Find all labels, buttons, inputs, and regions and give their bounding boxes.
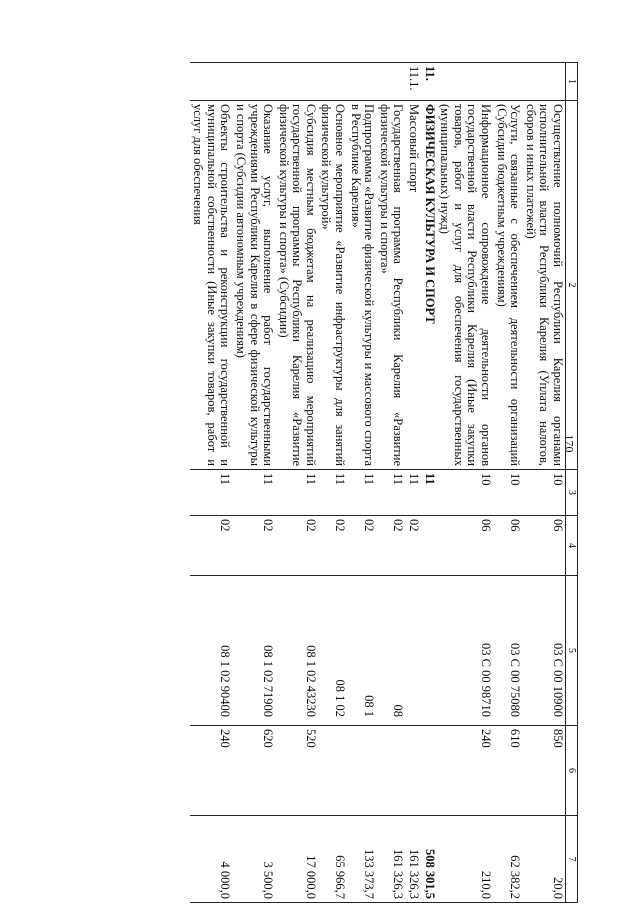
row-amount: 20,0 (522, 816, 565, 903)
row-expense-type (318, 726, 347, 816)
row-amount: 508 301,5 (421, 816, 437, 903)
row-subsection: 02 (376, 516, 405, 576)
table-row (493, 63, 522, 903)
row-number: 11.1. (405, 63, 421, 101)
row-section: 10 (522, 470, 565, 516)
row-target-article: 03 С 00 10900 (522, 576, 565, 726)
row-description: Основное мероприятие «Развитие инфраструктуры для занятий физической культурой» (318, 101, 347, 470)
row-description: Информационное сопровождение деятельности органов государственной власти Республики Карелия (Иные закупки товаров, работ и услуг для обеспечения государственных (муниципальных) нужд) (437, 101, 493, 470)
header-col-7: 7 (566, 816, 578, 903)
row-number (437, 63, 493, 101)
table-row (437, 63, 493, 903)
row-description: Объекты строительства и реконструкции государственной и муниципальной собственности (Иные закупки товаров, работ и услуг для обеспечения (190, 101, 233, 470)
row-expense-type (405, 726, 421, 816)
row-expense-type: 620 (232, 726, 275, 816)
row-target-article: 08 (376, 576, 405, 726)
row-target-article (421, 576, 437, 726)
row-subsection: 02 (405, 516, 421, 576)
row-subsection: 02 (232, 516, 275, 576)
row-number (522, 63, 565, 101)
row-section: 10 (493, 470, 522, 516)
row-expense-type (347, 726, 376, 816)
row-target-article: 03 С 00 98710 (437, 576, 493, 726)
row-number (493, 63, 522, 101)
row-expense-type: 850 (522, 726, 565, 816)
row-section: 11 (376, 470, 405, 516)
table-body (190, 63, 566, 903)
row-expense-type: 240 (190, 726, 233, 816)
row-number (190, 63, 233, 101)
page-number: 170 (562, 434, 577, 453)
row-amount: 17 000,0 (275, 816, 318, 903)
row-amount: 210,0 (437, 816, 493, 903)
table-header (566, 63, 578, 903)
row-section: 11 (275, 470, 318, 516)
row-number (232, 63, 275, 101)
row-expense-type (376, 726, 405, 816)
row-amount: 133 373,7 (347, 816, 376, 903)
row-amount: 4 000,0 (190, 816, 233, 903)
row-description: Подпрограмма «Развитие физической культуры и массового спорта в Республике Карелия» (347, 101, 376, 470)
header-col-3: 3 (566, 470, 578, 516)
table-row (318, 63, 347, 903)
header-col-4: 4 (566, 516, 578, 576)
table-row (190, 63, 233, 903)
row-target-article: 03 С 00 75080 (493, 576, 522, 726)
row-number: 11. (421, 63, 437, 101)
row-section: 11 (421, 470, 437, 516)
row-description: Оказание услуг, выполнение работ государственными учреждениями Республики Карелия в сфере физической культуры и спорта (Субсидии автономным учреждениям) (232, 101, 275, 470)
row-amount: 161 326,3 (405, 816, 421, 903)
header-col-6: 6 (566, 726, 578, 816)
row-description: Массовый спорт (405, 101, 421, 470)
row-number (376, 63, 405, 101)
row-subsection: 06 (437, 516, 493, 576)
row-description: Государственная программа Республики Карелия «Развитие физической культуры и спорта» (376, 101, 405, 470)
row-target-article: 08 1 02 43230 (275, 576, 318, 726)
budget-table-rotated (33, 62, 578, 902)
row-subsection: 02 (190, 516, 233, 576)
row-description: ФИЗИЧЕСКАЯ КУЛЬТУРА И СПОРТ (421, 101, 437, 470)
row-section: 11 (405, 470, 421, 516)
table-row (232, 63, 275, 903)
row-amount: 161 326,3 (376, 816, 405, 903)
row-subsection: 02 (275, 516, 318, 576)
row-subsection: 06 (522, 516, 565, 576)
table-row (421, 63, 437, 903)
row-amount: 65 966,7 (318, 816, 347, 903)
row-number (347, 63, 376, 101)
row-target-article: 08 1 02 71900 (232, 576, 275, 726)
row-section: 10 (437, 470, 493, 516)
row-section: 11 (190, 470, 233, 516)
table-row (376, 63, 405, 903)
budget-table (190, 62, 578, 903)
row-number (275, 63, 318, 101)
header-col-5: 5 (566, 576, 578, 726)
row-amount: 3 500,0 (232, 816, 275, 903)
row-target-article: 08 1 02 90400 (190, 576, 233, 726)
row-section: 11 (232, 470, 275, 516)
row-subsection: 06 (493, 516, 522, 576)
row-expense-type (421, 726, 437, 816)
row-target-article: 08 1 02 (318, 576, 347, 726)
table-row (405, 63, 421, 903)
row-section: 11 (347, 470, 376, 516)
header-col-1: 1 (566, 63, 578, 101)
table-row (522, 63, 565, 903)
row-target-article: 08 1 (347, 576, 376, 726)
row-subsection: 02 (347, 516, 376, 576)
row-target-article (405, 576, 421, 726)
row-description: Осуществление полномочий Республики Карелия органами исполнительной власти Республики Карелия (Уплата налогов, сборов и иных платежей) (522, 101, 565, 470)
row-expense-type: 240 (437, 726, 493, 816)
row-expense-type: 520 (275, 726, 318, 816)
row-subsection: 02 (318, 516, 347, 576)
row-subsection (421, 516, 437, 576)
row-description: Услуги, связанные с обеспечением деятельности организаций (Субсидии бюджетным учреждениям) (493, 101, 522, 470)
header-col-2: 2 (566, 101, 578, 470)
table-row (275, 63, 318, 903)
table-row (347, 63, 376, 903)
row-number (318, 63, 347, 101)
row-section: 11 (318, 470, 347, 516)
row-description: Субсидия местным бюджетам на реализацию мероприятий государственной программы Республики Карелия «Развитие физической культуры и спорта» (Субсидии) (275, 101, 318, 470)
row-expense-type: 610 (493, 726, 522, 816)
row-amount: 62 382,2 (493, 816, 522, 903)
